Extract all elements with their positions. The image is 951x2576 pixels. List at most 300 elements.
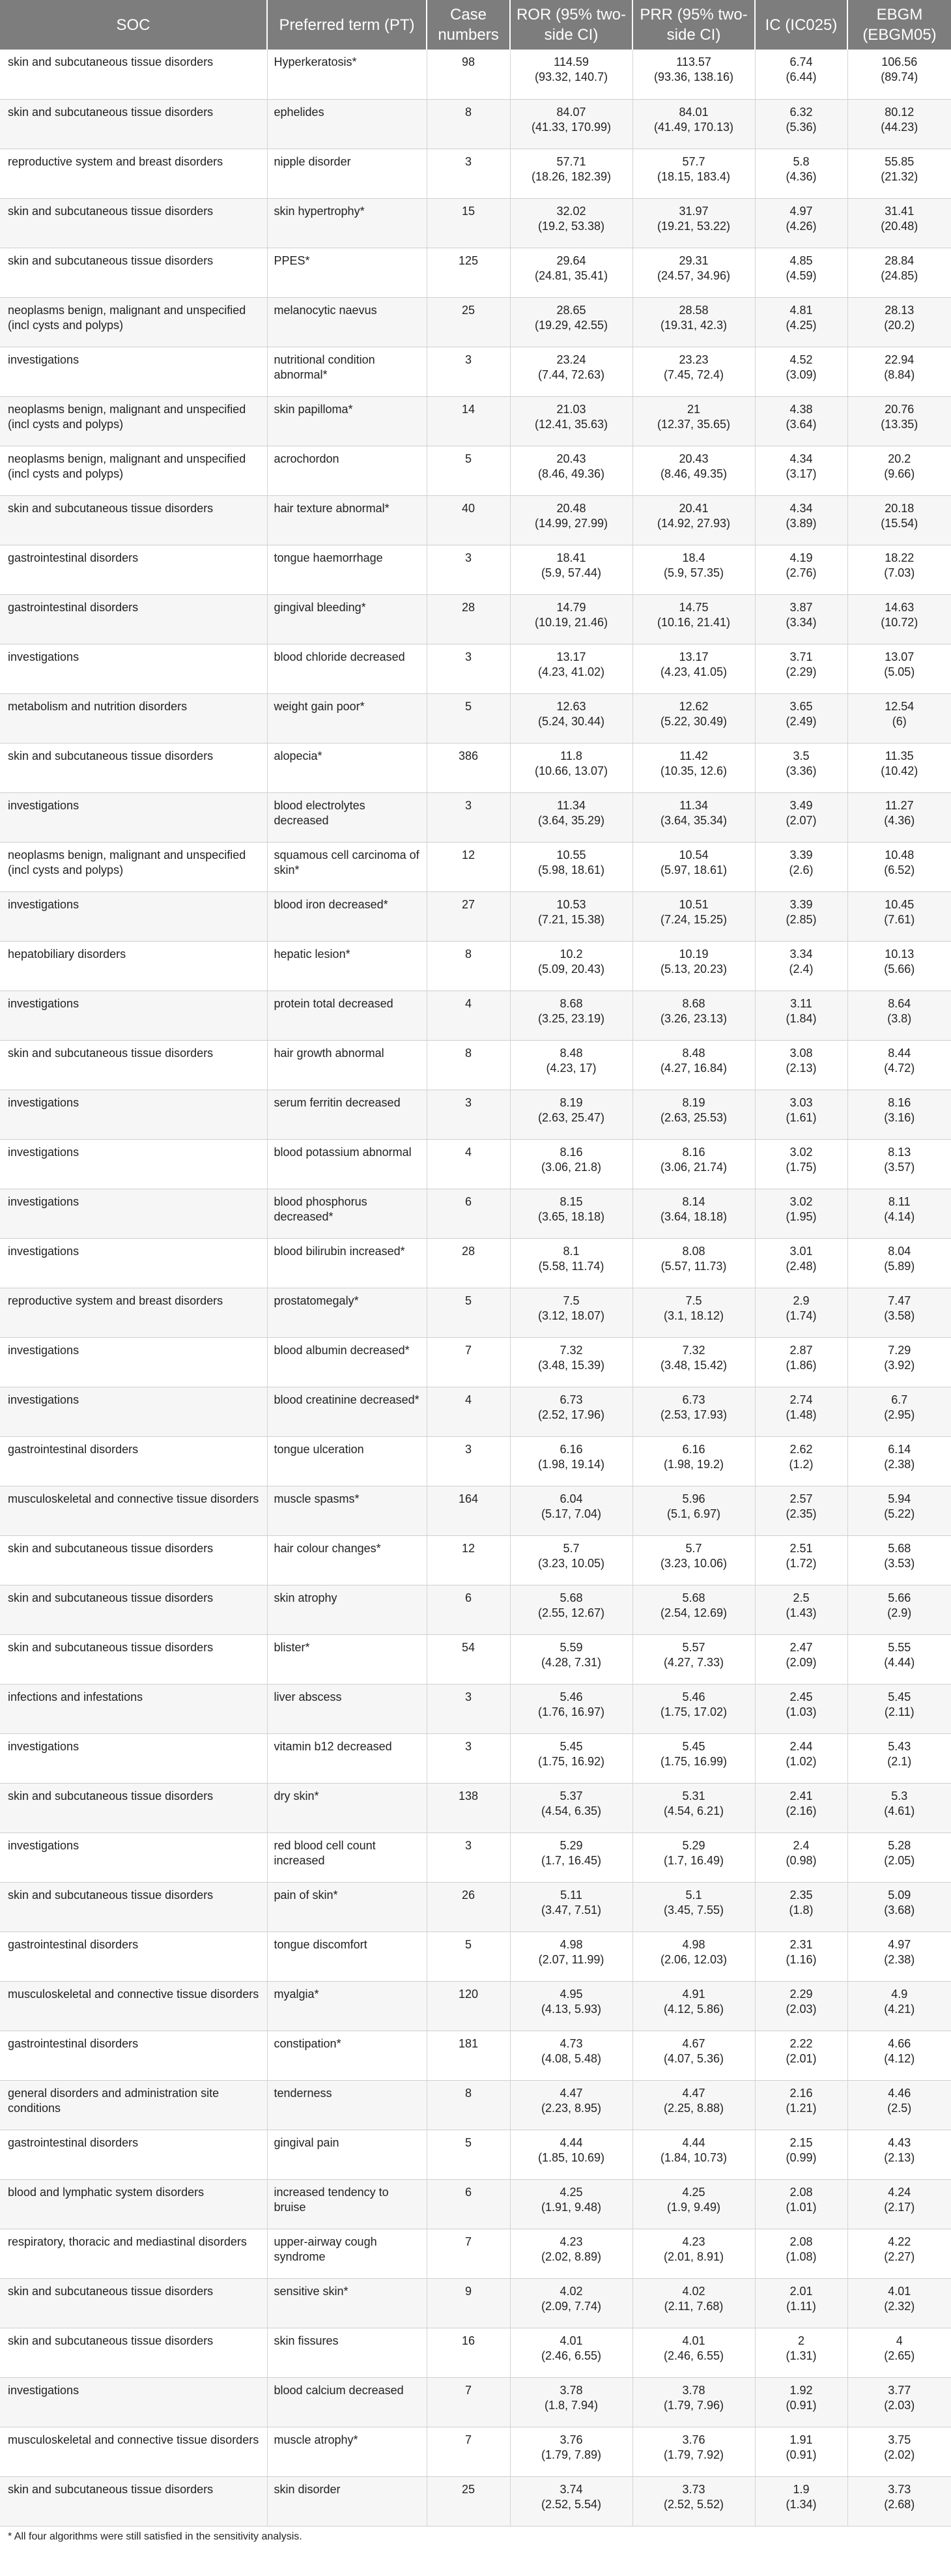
cell-ror: [510, 693, 632, 743]
cell-ebgm: [847, 50, 951, 99]
table-row: [0, 50, 951, 99]
cell-ror: [510, 792, 632, 842]
pt-text: hair texture abnormal*: [274, 501, 390, 515]
cell-preferred-term: [267, 1288, 427, 1337]
cell-ic: [755, 1733, 847, 1783]
cell-case-numbers: [427, 149, 510, 198]
cell-ic: [755, 495, 847, 545]
cell-ebgm: [847, 2130, 951, 2179]
case-value: 16: [461, 2334, 476, 2347]
ror-value: 8.1: [563, 1244, 580, 1258]
ror-value: 114.59: [554, 55, 589, 68]
cell-ebgm: [847, 198, 951, 248]
table-row: [0, 2377, 951, 2427]
table-row: [0, 891, 951, 941]
cell-ror: [510, 1932, 632, 1981]
cell-soc: [0, 1535, 267, 1585]
cell-prr: [632, 1634, 755, 1684]
ebgm-lower: (4.21): [884, 2002, 915, 2016]
case-value: 6: [464, 1194, 472, 1208]
pt-text: Hyperkeratosis*: [274, 55, 357, 68]
case-value: 15: [461, 204, 476, 218]
ror-ci: (1.85, 10.69): [537, 2150, 605, 2164]
ror-ci: (4.54, 6.35): [541, 1804, 602, 1817]
ror-ci: (12.41, 35.63): [534, 417, 608, 431]
cell-soc: [0, 941, 267, 991]
ic-lower: (1.01): [786, 2200, 817, 2214]
prr-ci: (41.49, 170.13): [653, 120, 734, 134]
ebgm-lower: (2.11): [884, 1705, 915, 1718]
cell-ebgm: [847, 2031, 951, 2080]
cell-ebgm: [847, 2080, 951, 2130]
soc-text: musculoskeletal and connective tissue disorders: [8, 1987, 259, 2001]
cell-ebgm: [847, 842, 951, 891]
ror-ci: (3.64, 35.29): [537, 813, 605, 827]
soc-text: general disorders and administration site conditions: [8, 2086, 220, 2115]
cell-soc: [0, 1981, 267, 2031]
cell-soc: [0, 149, 267, 198]
ebgm-lower: (3.16): [884, 1110, 915, 1124]
cell-ic: [755, 1040, 847, 1090]
ebgm-value: 4.66: [888, 2036, 911, 2050]
pt-text: constipation*: [274, 2036, 341, 2050]
case-value: 181: [458, 2036, 479, 2050]
table-row: [0, 1337, 951, 1387]
ic-lower: (1.21): [786, 2101, 817, 2115]
ic-value: 5.8: [793, 154, 810, 168]
prr-ci: (4.54, 6.21): [663, 1804, 724, 1817]
ror-ci: (18.26, 182.39): [531, 169, 612, 183]
ror-value: 3.78: [560, 2383, 583, 2397]
ror-value: 4.23: [560, 2235, 583, 2248]
ebgm-value: 8.11: [888, 1194, 911, 1208]
cell-ebgm: [847, 446, 951, 495]
ic-lower: (2.29): [786, 665, 817, 678]
case-value: 386: [458, 749, 479, 762]
ror-ci: (5.98, 18.61): [537, 863, 605, 876]
ebgm-value: 20.2: [888, 452, 911, 465]
case-value: 4: [464, 1393, 472, 1406]
ic-value: 3.87: [789, 600, 813, 614]
case-value: 3: [464, 1442, 472, 1456]
prr-ci: (2.52, 5.52): [663, 2497, 724, 2511]
case-value: 3: [464, 551, 472, 564]
table-row: [0, 1932, 951, 1981]
ic-lower: (0.99): [786, 2150, 817, 2164]
pt-text: PPES*: [274, 253, 310, 267]
cell-ror: [510, 644, 632, 693]
cell-ic: [755, 2179, 847, 2229]
pt-text: skin papilloma*: [274, 402, 353, 416]
case-value: 7: [464, 2383, 472, 2397]
cell-ic: [755, 2130, 847, 2179]
table-row: [0, 396, 951, 446]
cell-prr: [632, 1981, 755, 2031]
ebgm-lower: (20.2): [884, 318, 915, 332]
ror-value: 5.68: [560, 1591, 583, 1604]
ic-lower: (2.03): [786, 2002, 817, 2016]
cell-case-numbers: [427, 1684, 510, 1733]
cell-ic: [755, 2377, 847, 2427]
cell-ror: [510, 1585, 632, 1634]
table-row: [0, 198, 951, 248]
soc-text: investigations: [8, 798, 79, 812]
cell-ebgm: [847, 1288, 951, 1337]
ebgm-value: 10.45: [885, 897, 915, 911]
ebgm-value: 4.24: [888, 2185, 911, 2199]
table-row: [0, 2229, 951, 2278]
cell-soc: [0, 1634, 267, 1684]
ic-value: 2.5: [793, 1591, 810, 1604]
prr-value: 8.14: [682, 1194, 705, 1208]
soc-text: skin and subcutaneous tissue disorders: [8, 204, 214, 218]
cell-ic: [755, 545, 847, 594]
soc-text: investigations: [8, 1393, 79, 1406]
cell-ror: [510, 2130, 632, 2179]
ic-lower: (2.76): [786, 566, 817, 579]
ic-lower: (0.98): [786, 1853, 817, 1867]
case-value: 26: [461, 1888, 476, 1902]
prr-ci: (3.45, 7.55): [663, 1903, 724, 1917]
ror-value: 5.45: [560, 1739, 583, 1753]
ebgm-value: 8.13: [888, 1145, 911, 1159]
cell-ebgm: [847, 644, 951, 693]
cell-case-numbers: [427, 743, 510, 792]
cell-prr: [632, 1436, 755, 1486]
cell-ic: [755, 1337, 847, 1387]
cell-soc: [0, 2229, 267, 2278]
prr-value: 6.16: [682, 1442, 705, 1456]
table-row: [0, 248, 951, 297]
case-value: 7: [464, 1343, 472, 1357]
ebgm-value: 7.29: [888, 1343, 911, 1357]
pt-text: liver abscess: [274, 1690, 342, 1703]
cell-prr: [632, 1139, 755, 1189]
prr-value: 4.23: [682, 2235, 705, 2248]
prr-ci: (19.21, 53.22): [657, 219, 731, 233]
case-value: 8: [464, 1046, 472, 1060]
ic-lower: (3.89): [786, 516, 817, 530]
cell-prr: [632, 1882, 755, 1932]
prr-ci: (2.11, 7.68): [664, 2299, 724, 2313]
cell-ror: [510, 446, 632, 495]
cell-ror: [510, 1684, 632, 1733]
ebgm-value: 28.84: [885, 253, 915, 267]
cell-ic: [755, 891, 847, 941]
prr-ci: (3.23, 10.06): [660, 1556, 728, 1570]
prr-value: 13.17: [679, 650, 709, 663]
cell-ic: [755, 594, 847, 644]
ror-ci: (2.55, 12.67): [537, 1606, 605, 1619]
ror-ci: (7.44, 72.63): [537, 368, 605, 381]
ic-value: 1.9: [793, 2482, 810, 2496]
cell-ebgm: [847, 2476, 951, 2526]
cell-ebgm: [847, 1486, 951, 1535]
ebgm-lower: (15.54): [881, 516, 918, 530]
cell-ic: [755, 2080, 847, 2130]
cell-ror: [510, 2278, 632, 2328]
cell-preferred-term: [267, 1783, 427, 1832]
ic-value: 4.81: [789, 303, 813, 317]
cell-preferred-term: [267, 446, 427, 495]
cell-soc: [0, 297, 267, 347]
case-value: 6: [464, 1591, 472, 1604]
cell-case-numbers: [427, 1783, 510, 1832]
cell-ic: [755, 1585, 847, 1634]
cell-case-numbers: [427, 248, 510, 297]
cell-prr: [632, 1535, 755, 1585]
prr-ci: (3.48, 15.42): [660, 1358, 728, 1372]
cell-preferred-term: [267, 1634, 427, 1684]
table-row: [0, 495, 951, 545]
ic-lower: (2.4): [789, 962, 814, 976]
ror-value: 5.59: [560, 1640, 583, 1654]
cell-preferred-term: [267, 347, 427, 396]
table-row: [0, 347, 951, 396]
cell-prr: [632, 1387, 755, 1436]
cell-prr: [632, 446, 755, 495]
cell-case-numbers: [427, 495, 510, 545]
cell-ic: [755, 792, 847, 842]
table-row: [0, 594, 951, 644]
cell-ror: [510, 743, 632, 792]
ror-ci: (24.81, 35.41): [534, 268, 608, 282]
cell-soc: [0, 1090, 267, 1139]
prr-ci: (24.57, 34.96): [657, 268, 731, 282]
ebgm-lower: (2.13): [884, 2150, 915, 2164]
table-body: [0, 50, 951, 2526]
ror-ci: (2.07, 11.99): [538, 1952, 604, 1966]
soc-text: gastrointestinal disorders: [8, 600, 139, 614]
cell-ebgm: [847, 1139, 951, 1189]
prr-ci: (5.97, 18.61): [660, 863, 728, 876]
table-row: [0, 1189, 951, 1238]
ebgm-lower: (4.12): [884, 2051, 915, 2065]
cell-ic: [755, 2328, 847, 2377]
soc-text: gastrointestinal disorders: [8, 1442, 139, 1456]
ebgm-lower: (2.02): [884, 2448, 915, 2461]
table-row: [0, 1040, 951, 1090]
table-row: [0, 446, 951, 495]
cell-ebgm: [847, 248, 951, 297]
cell-soc: [0, 1189, 267, 1238]
cell-ror: [510, 991, 632, 1040]
cell-ic: [755, 1090, 847, 1139]
ebgm-lower: (2.38): [884, 1952, 915, 1966]
cell-ebgm: [847, 1387, 951, 1436]
cell-ic: [755, 297, 847, 347]
prr-ci: (2.01, 8.91): [663, 2250, 724, 2263]
ebgm-value: 3.75: [888, 2433, 911, 2446]
pt-text: blood calcium decreased: [274, 2383, 404, 2397]
cell-ror: [510, 1535, 632, 1585]
ic-lower: (0.91): [786, 2398, 817, 2412]
ebgm-lower: (4.36): [884, 813, 915, 827]
cell-ebgm: [847, 347, 951, 396]
case-value: 125: [458, 253, 479, 267]
table-row: [0, 644, 951, 693]
table-row: [0, 693, 951, 743]
cell-case-numbers: [427, 297, 510, 347]
cell-case-numbers: [427, 1189, 510, 1238]
prr-value: 8.68: [682, 996, 705, 1010]
case-value: 8: [464, 947, 472, 961]
case-value: 3: [464, 798, 472, 812]
pt-text: dry skin*: [274, 1789, 319, 1802]
cell-case-numbers: [427, 2278, 510, 2328]
pt-text: gingival pain: [274, 2135, 339, 2149]
ror-value: 4.98: [560, 1937, 583, 1951]
cell-ebgm: [847, 2377, 951, 2427]
prr-ci: (4.23, 41.05): [660, 665, 728, 678]
cell-prr: [632, 149, 755, 198]
cell-case-numbers: [427, 2031, 510, 2080]
cell-soc: [0, 644, 267, 693]
cell-ror: [510, 1387, 632, 1436]
cell-case-numbers: [427, 1585, 510, 1634]
pt-text: red blood cell count increased: [274, 1838, 376, 1867]
ebgm-lower: (3.57): [884, 1160, 915, 1174]
ebgm-lower: (3.58): [884, 1309, 915, 1322]
ic-value: 2.47: [789, 1640, 813, 1654]
case-value: 27: [461, 897, 476, 911]
cell-soc: [0, 891, 267, 941]
ebgm-lower: (7.03): [884, 566, 915, 579]
ror-ci: (1.75, 16.92): [537, 1754, 605, 1768]
cell-ror: [510, 1981, 632, 2031]
ror-ci: (3.23, 10.05): [537, 1556, 605, 1570]
prr-ci: (4.12, 5.86): [663, 2002, 724, 2016]
ebgm-lower: (2.05): [884, 1853, 915, 1867]
case-value: 5: [464, 1294, 472, 1307]
ic-lower: (1.34): [786, 2497, 817, 2511]
ebgm-lower: (4.14): [884, 1209, 915, 1223]
soc-text: reproductive system and breast disorders: [8, 1294, 223, 1307]
ebgm-value: 4: [896, 2334, 903, 2347]
prr-ci: (2.25, 8.88): [663, 2101, 724, 2115]
ebgm-value: 11.27: [885, 798, 914, 812]
ic-lower: (1.84): [786, 1011, 817, 1025]
ic-lower: (2.35): [786, 1507, 817, 1520]
ror-value: 57.71: [556, 154, 586, 168]
cell-ic: [755, 396, 847, 446]
cell-prr: [632, 2080, 755, 2130]
cell-case-numbers: [427, 2080, 510, 2130]
ebgm-value: 5.94: [888, 1492, 911, 1505]
cell-ror: [510, 2179, 632, 2229]
cell-preferred-term: [267, 1832, 427, 1882]
cell-soc: [0, 1733, 267, 1783]
cell-preferred-term: [267, 495, 427, 545]
cell-case-numbers: [427, 1486, 510, 1535]
ebgm-lower: (8.84): [884, 368, 915, 381]
cell-prr: [632, 1486, 755, 1535]
ebgm-lower: (5.05): [884, 665, 915, 678]
cell-ebgm: [847, 1585, 951, 1634]
cell-prr: [632, 2427, 755, 2476]
cell-ebgm: [847, 99, 951, 149]
table-row: [0, 2179, 951, 2229]
ror-ci: (2.46, 6.55): [541, 2349, 602, 2362]
soc-text: investigations: [8, 897, 79, 911]
prr-ci: (1.75, 16.99): [660, 1754, 728, 1768]
pt-text: skin hypertrophy*: [274, 204, 365, 218]
case-value: 3: [464, 353, 472, 366]
soc-text: investigations: [8, 650, 79, 663]
cell-soc: [0, 1585, 267, 1634]
prr-value: 5.1: [685, 1888, 702, 1902]
ror-value: 5.29: [560, 1838, 583, 1852]
cell-case-numbers: [427, 2328, 510, 2377]
cell-case-numbers: [427, 2229, 510, 2278]
pt-text: blood iron decreased*: [274, 897, 388, 911]
prr-value: 4.47: [682, 2086, 705, 2100]
ror-value: 20.43: [556, 452, 586, 465]
cell-case-numbers: [427, 842, 510, 891]
soc-text: skin and subcutaneous tissue disorders: [8, 55, 214, 68]
ror-ci: (4.08, 5.48): [541, 2051, 602, 2065]
table-row: [0, 2427, 951, 2476]
prr-ci: (18.15, 183.4): [657, 169, 731, 183]
prr-ci: (8.46, 49.35): [660, 467, 728, 480]
cell-soc: [0, 446, 267, 495]
cell-prr: [632, 792, 755, 842]
pt-text: upper-airway cough syndrome: [274, 2235, 377, 2263]
cell-prr: [632, 891, 755, 941]
pt-text: tongue ulceration: [274, 1442, 364, 1456]
cell-ic: [755, 2229, 847, 2278]
ror-ci: (1.8, 7.94): [544, 2398, 599, 2412]
prr-value: 3.76: [682, 2433, 705, 2446]
ror-value: 18.41: [556, 551, 586, 564]
pt-text: acrochordon: [274, 452, 339, 465]
prr-value: 4.25: [682, 2185, 705, 2199]
case-value: 40: [461, 501, 476, 515]
ic-value: 2.45: [789, 1690, 813, 1703]
pt-text: tongue haemorrhage: [274, 551, 383, 564]
prr-value: 8.19: [682, 1095, 705, 1109]
cell-prr: [632, 2476, 755, 2526]
ebgm-value: 8.64: [888, 996, 911, 1010]
prr-ci: (19.31, 42.3): [660, 318, 728, 332]
ror-ci: (1.79, 7.89): [541, 2448, 602, 2461]
case-value: 98: [461, 55, 476, 68]
prr-value: 6.73: [682, 1393, 705, 1406]
pt-text: hair colour changes*: [274, 1541, 381, 1555]
cell-preferred-term: [267, 1238, 427, 1288]
ebgm-value: 4.01: [888, 2284, 911, 2298]
pt-text: sensitive skin*: [274, 2284, 348, 2298]
cell-prr: [632, 1585, 755, 1634]
ebgm-lower: (5.66): [884, 962, 915, 976]
cell-ror: [510, 1733, 632, 1783]
cell-ebgm: [847, 693, 951, 743]
cell-ebgm: [847, 2328, 951, 2377]
cell-ebgm: [847, 1882, 951, 1932]
cell-preferred-term: [267, 1189, 427, 1238]
cell-preferred-term: [267, 693, 427, 743]
cell-case-numbers: [427, 1040, 510, 1090]
ebgm-value: 18.22: [885, 551, 915, 564]
prr-value: 20.41: [679, 501, 709, 515]
cell-ror: [510, 99, 632, 149]
soc-text: skin and subcutaneous tissue disorders: [8, 253, 214, 267]
soc-text: investigations: [8, 1244, 79, 1258]
ebgm-lower: (2.03): [884, 2398, 915, 2412]
pt-text: blood albumin decreased*: [274, 1343, 410, 1357]
ror-value: 28.65: [556, 303, 586, 317]
cell-ebgm: [847, 594, 951, 644]
